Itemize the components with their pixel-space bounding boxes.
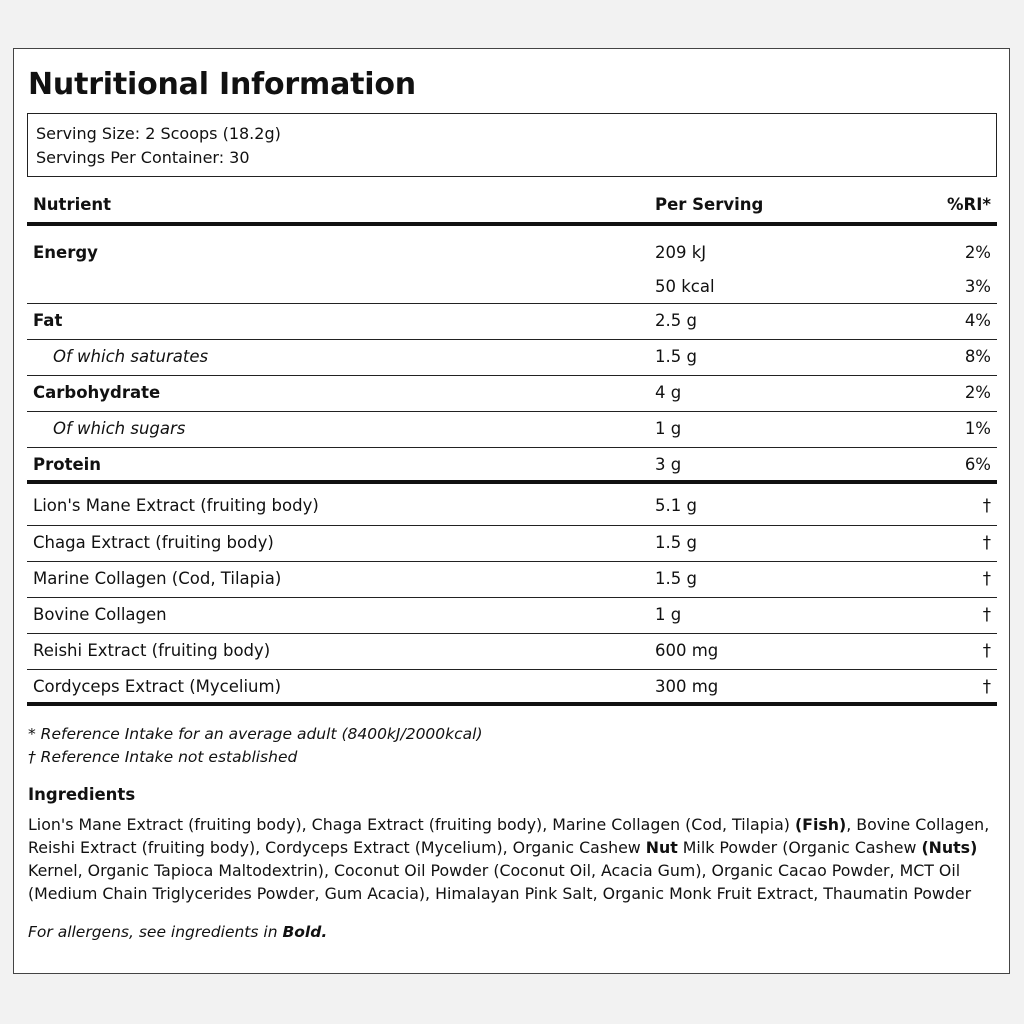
nutrition-table — [27, 179, 997, 706]
servings-per-container: Servings Per Container: 30 — [36, 148, 250, 167]
serving-size: Serving Size: 2 Scoops (18.2g) — [36, 124, 281, 143]
extract-ri: † — [982, 641, 991, 660]
ri-footnote: * Reference Intake for an average adult (8400kJ/2000kcal) — [28, 725, 483, 743]
extract-label: Bovine Collagen — [33, 605, 167, 624]
nutrient-ri: 4% — [964, 311, 991, 330]
table-row — [27, 376, 997, 412]
ingredients-part: Lion's Mane Extract (fruiting body), Chaga Extract (fruiting body), Marine Collagen (Cod, Tilapia) — [28, 815, 795, 834]
allergen-nut: Nut — [645, 838, 678, 857]
table-row — [27, 304, 997, 340]
table-row — [27, 484, 997, 526]
table-row — [27, 340, 997, 376]
nutrient-label: Protein — [33, 455, 102, 474]
nutrient-label: Of which sugars — [53, 419, 186, 438]
extract-ri: † — [982, 677, 991, 696]
extract-ri: † — [982, 496, 991, 515]
extract-label: Cordyceps Extract (Mycelium) — [33, 677, 282, 696]
allergen-fish: (Fish) — [794, 815, 847, 834]
extract-label: Lion's Mane Extract (fruiting body) — [33, 496, 319, 515]
nutrient-ri: 2% — [964, 383, 991, 402]
header-ri: %RI* — [946, 195, 991, 214]
header-nutrient: Nutrient — [33, 195, 112, 214]
table-row — [27, 598, 997, 634]
extract-value: 5.1 g — [655, 496, 697, 515]
table-row — [27, 448, 997, 484]
nutrient-label: Fat — [33, 311, 63, 330]
extract-value: 1.5 g — [655, 533, 697, 552]
ingredients-part: Kernel, Organic Tapioca Maltodextrin), Coconut Oil Powder (Coconut Oil, Acacia Gum), Organic Cacao Powder, MCT Oil (Medium Chain Triglycerides Powder, Gum Acacia), Himalayan Pink Salt, Organic Monk Fruit Extract, Thaumatin Powder — [28, 861, 972, 903]
extract-ri: † — [982, 605, 991, 624]
nutrient-label: Carbohydrate — [33, 383, 161, 402]
ingredients-heading: Ingredients — [28, 785, 136, 804]
nutrient-value: 209 kJ — [655, 243, 707, 262]
ingredients-part: , Bovine Collagen, Reishi Extract (fruiting body), Cordyceps Extract (Mycelium), Organic Cashew — [28, 815, 990, 857]
table-row — [27, 634, 997, 670]
header-per-serving: Per Serving — [655, 195, 764, 214]
ingredients-part: Milk Powder (Organic Cashew — [677, 838, 922, 857]
extract-ri: † — [982, 533, 991, 552]
table-row — [27, 412, 997, 448]
table-header-row — [27, 179, 997, 226]
nutrient-value: 4 g — [655, 383, 682, 402]
nutrient-value: 2.5 g — [655, 311, 697, 330]
serving-info-box — [27, 113, 997, 177]
dagger-footnote: † Reference Intake not established — [28, 748, 298, 766]
ingredients-text — [28, 813, 1003, 905]
extract-label: Reishi Extract (fruiting body) — [33, 641, 271, 660]
extract-ri: † — [982, 569, 991, 588]
nutrient-ri: 3% — [964, 277, 991, 296]
extract-value: 300 mg — [655, 677, 719, 696]
nutrient-value: 50 kcal — [655, 277, 715, 296]
page-title: Nutritional Information — [28, 67, 416, 102]
nutrient-value: 1 g — [655, 419, 682, 438]
nutrient-label: Of which saturates — [53, 347, 209, 366]
allergen-note-bold: Bold. — [282, 923, 328, 941]
nutrient-ri: 2% — [964, 243, 991, 262]
allergen-note — [28, 923, 327, 941]
allergen-note-text: For allergens, see ingredients in — [28, 923, 283, 941]
table-row — [27, 670, 997, 706]
table-row — [27, 562, 997, 598]
nutrient-value: 3 g — [655, 455, 682, 474]
table-row-energy — [27, 226, 997, 304]
nutrient-ri: 6% — [964, 455, 991, 474]
extract-value: 600 mg — [655, 641, 719, 660]
nutrient-label: Energy — [33, 243, 98, 262]
extract-value: 1.5 g — [655, 569, 697, 588]
footnotes — [28, 723, 483, 769]
nutrient-value: 1.5 g — [655, 347, 697, 366]
extract-label: Chaga Extract (fruiting body) — [33, 533, 274, 552]
nutrient-ri: 8% — [964, 347, 991, 366]
nutrient-ri: 1% — [964, 419, 991, 438]
table-row — [27, 526, 997, 562]
extract-label: Marine Collagen (Cod, Tilapia) — [33, 569, 282, 588]
nutrition-panel — [13, 48, 1010, 974]
allergen-nuts: (Nuts) — [921, 838, 978, 857]
extract-value: 1 g — [655, 605, 682, 624]
